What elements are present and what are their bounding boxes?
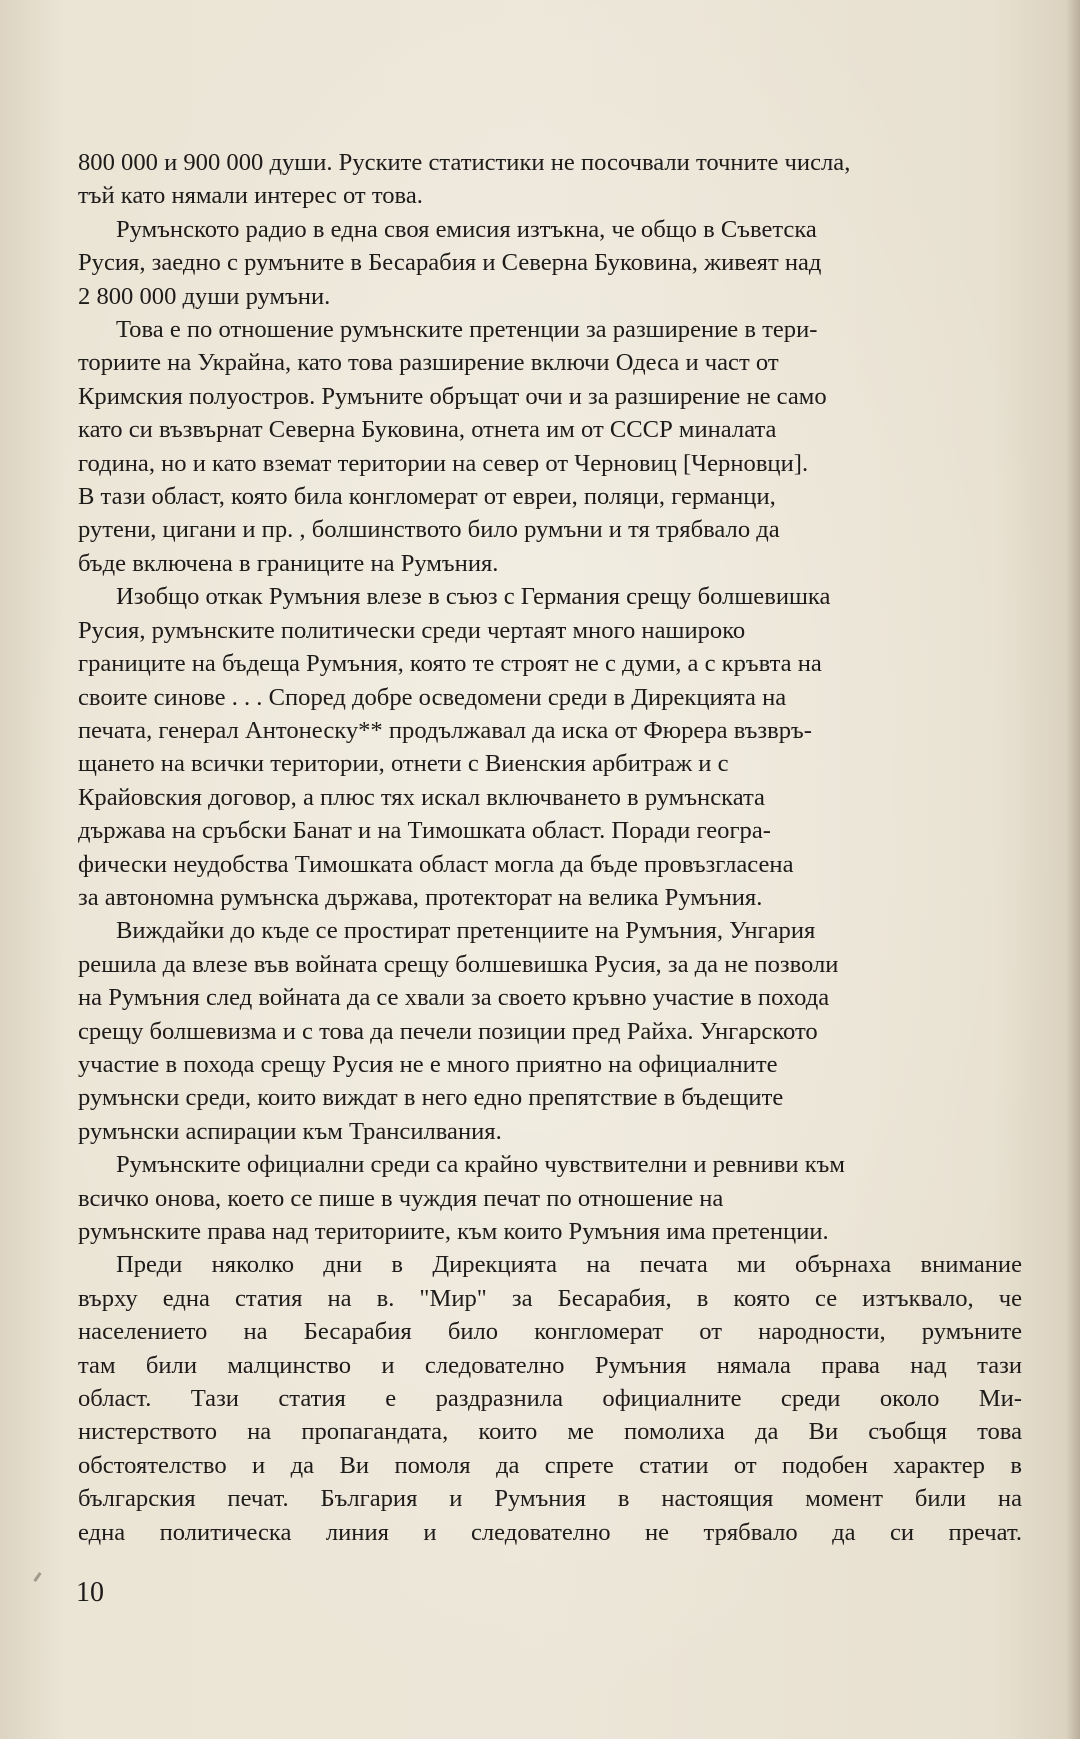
text-line: нистерството на пропагандата, които ме помолиха да Ви съобщя това — [78, 1418, 1022, 1446]
text-line: печата, генерал Антонеску** продължавал да иска от Фюрера възвръ- — [78, 716, 812, 744]
text-line: фически неудобства Тимошката област могла да бъде провъзгласена — [78, 850, 794, 878]
text-line: В тази област, която била конгломерат от евреи, поляци, германци, — [78, 483, 776, 511]
text-line: 800 000 и 900 000 души. Руските статистики не посочвали точните числа, — [78, 149, 851, 176]
text-line: 2 800 000 души румъни. — [78, 282, 331, 310]
text-line: Румънското радио в една своя емисия изтъкна, че общо в Съветска — [116, 215, 817, 243]
text-line: Кримския полуостров. Румъните обръщат очи и за разширение не само — [78, 382, 827, 410]
text-line: румънски среди, които виждат в него едно препятствие в бъдещите — [78, 1084, 784, 1112]
text-line: срещу болшевизма и с това да печели позиции пред Райха. Унгарското — [78, 1017, 818, 1045]
text-line: населението на Бесарабия било конгломерат от народности, румъните — [78, 1318, 1022, 1346]
text-line: щането на всички територии, отнети с Виенския арбитраж и с — [78, 750, 729, 778]
text-line: ториите на Украйна, като това разширение включи Одеса и част от — [78, 349, 779, 377]
text-line: румънските права над териториите, към които Румъния има претенции. — [78, 1218, 829, 1245]
text-line: Русия, заедно с румъните в Бесарабия и Северна Буковина, живеят над — [78, 249, 822, 277]
text-line: за автономна румънска държава, протекторат на велика Румъния. — [78, 883, 763, 911]
page-edge-shadow — [1066, 0, 1080, 1739]
text-line: Крайовския договор, а плюс тях искал включването в румънската — [78, 783, 765, 811]
paragraph-6 — [78, 1148, 1022, 1248]
text-line: границите на бъдеща Румъния, която те строят не с думи, а с кръвта на — [78, 650, 822, 678]
text-line: решила да влезе във войната срещу болшевишка Русия, за да не позволи — [78, 950, 839, 978]
paragraph-3 — [78, 313, 1022, 580]
text-line: една политическа линия и следователно не трябвало да си пречат. — [78, 1518, 1022, 1546]
text-line: Виждайки до къде се простират претенциите на Румъния, Унгария — [116, 917, 816, 945]
paragraph-2 — [78, 213, 1022, 313]
text-line: област. Тази статия е раздразнила официалните среди около Ми- — [78, 1385, 1022, 1413]
text-line: там били малцинство и следователно Румъния нямала права над тази — [78, 1351, 1022, 1379]
text-line: рутени, цигани и пр. , болшинството било румъни и тя трябвало да — [78, 516, 780, 544]
text-line: обстоятелство и да Ви помоля да спрете статии от подобен характер в — [78, 1451, 1022, 1479]
text-line: година, но и като вземат територии на север от Черновиц [Черновци]. — [78, 449, 809, 477]
print-speck — [33, 1572, 41, 1582]
text-line: Румънските официални среди са крайно чувствителни и ревниви към — [116, 1151, 845, 1179]
text-line: румънски аспирации към Трансилвания. — [78, 1117, 502, 1145]
text-line: Преди няколко дни в Дирекцията на печата ми обърнаха внимание — [116, 1251, 1022, 1279]
text-line: Изобщо откак Румъния влезе в съюз с Германия срещу болшевишка — [116, 583, 831, 611]
text-line: българския печат. България и Румъния в настоящия момент били на — [78, 1485, 1022, 1513]
text-line: държава на сръбски Банат и на Тимошката област. Поради геогра- — [78, 817, 771, 845]
text-line: върху една статия на в. "Мир" за Бесарабия, в която се изтъквало, че — [78, 1284, 1022, 1312]
text-line: бъде включена в границите на Румъния. — [78, 549, 499, 577]
text-line: като си възвърнат Северна Буковина, отнета им от СССР миналата — [78, 416, 777, 444]
text-line: своите синове . . . Според добре осведомени среди в Дирекцията на — [78, 683, 787, 711]
paragraph-1 — [78, 146, 1022, 213]
text-line: участие в похода срещу Русия не е много приятно на официалните — [78, 1050, 778, 1078]
paragraph-4 — [78, 580, 1022, 914]
page-number: 10 — [76, 1577, 104, 1608]
text-line: Това е по отношение румънските претенции за разширение в тери- — [116, 316, 818, 344]
text-line: на Румъния след войната да се хвали за своето кръвно участие в похода — [78, 984, 830, 1012]
text-line: всичко онова, което се пише в чуждия печат по отношение на — [78, 1184, 724, 1212]
body-text — [78, 146, 1022, 1549]
paragraph-5 — [78, 914, 1022, 1148]
text-line: Русия, румънските политически среди чертаят много нашироко — [78, 616, 746, 644]
text-line: тъй като нямали интерес от това. — [78, 182, 423, 210]
paragraph-7 — [78, 1248, 1022, 1549]
